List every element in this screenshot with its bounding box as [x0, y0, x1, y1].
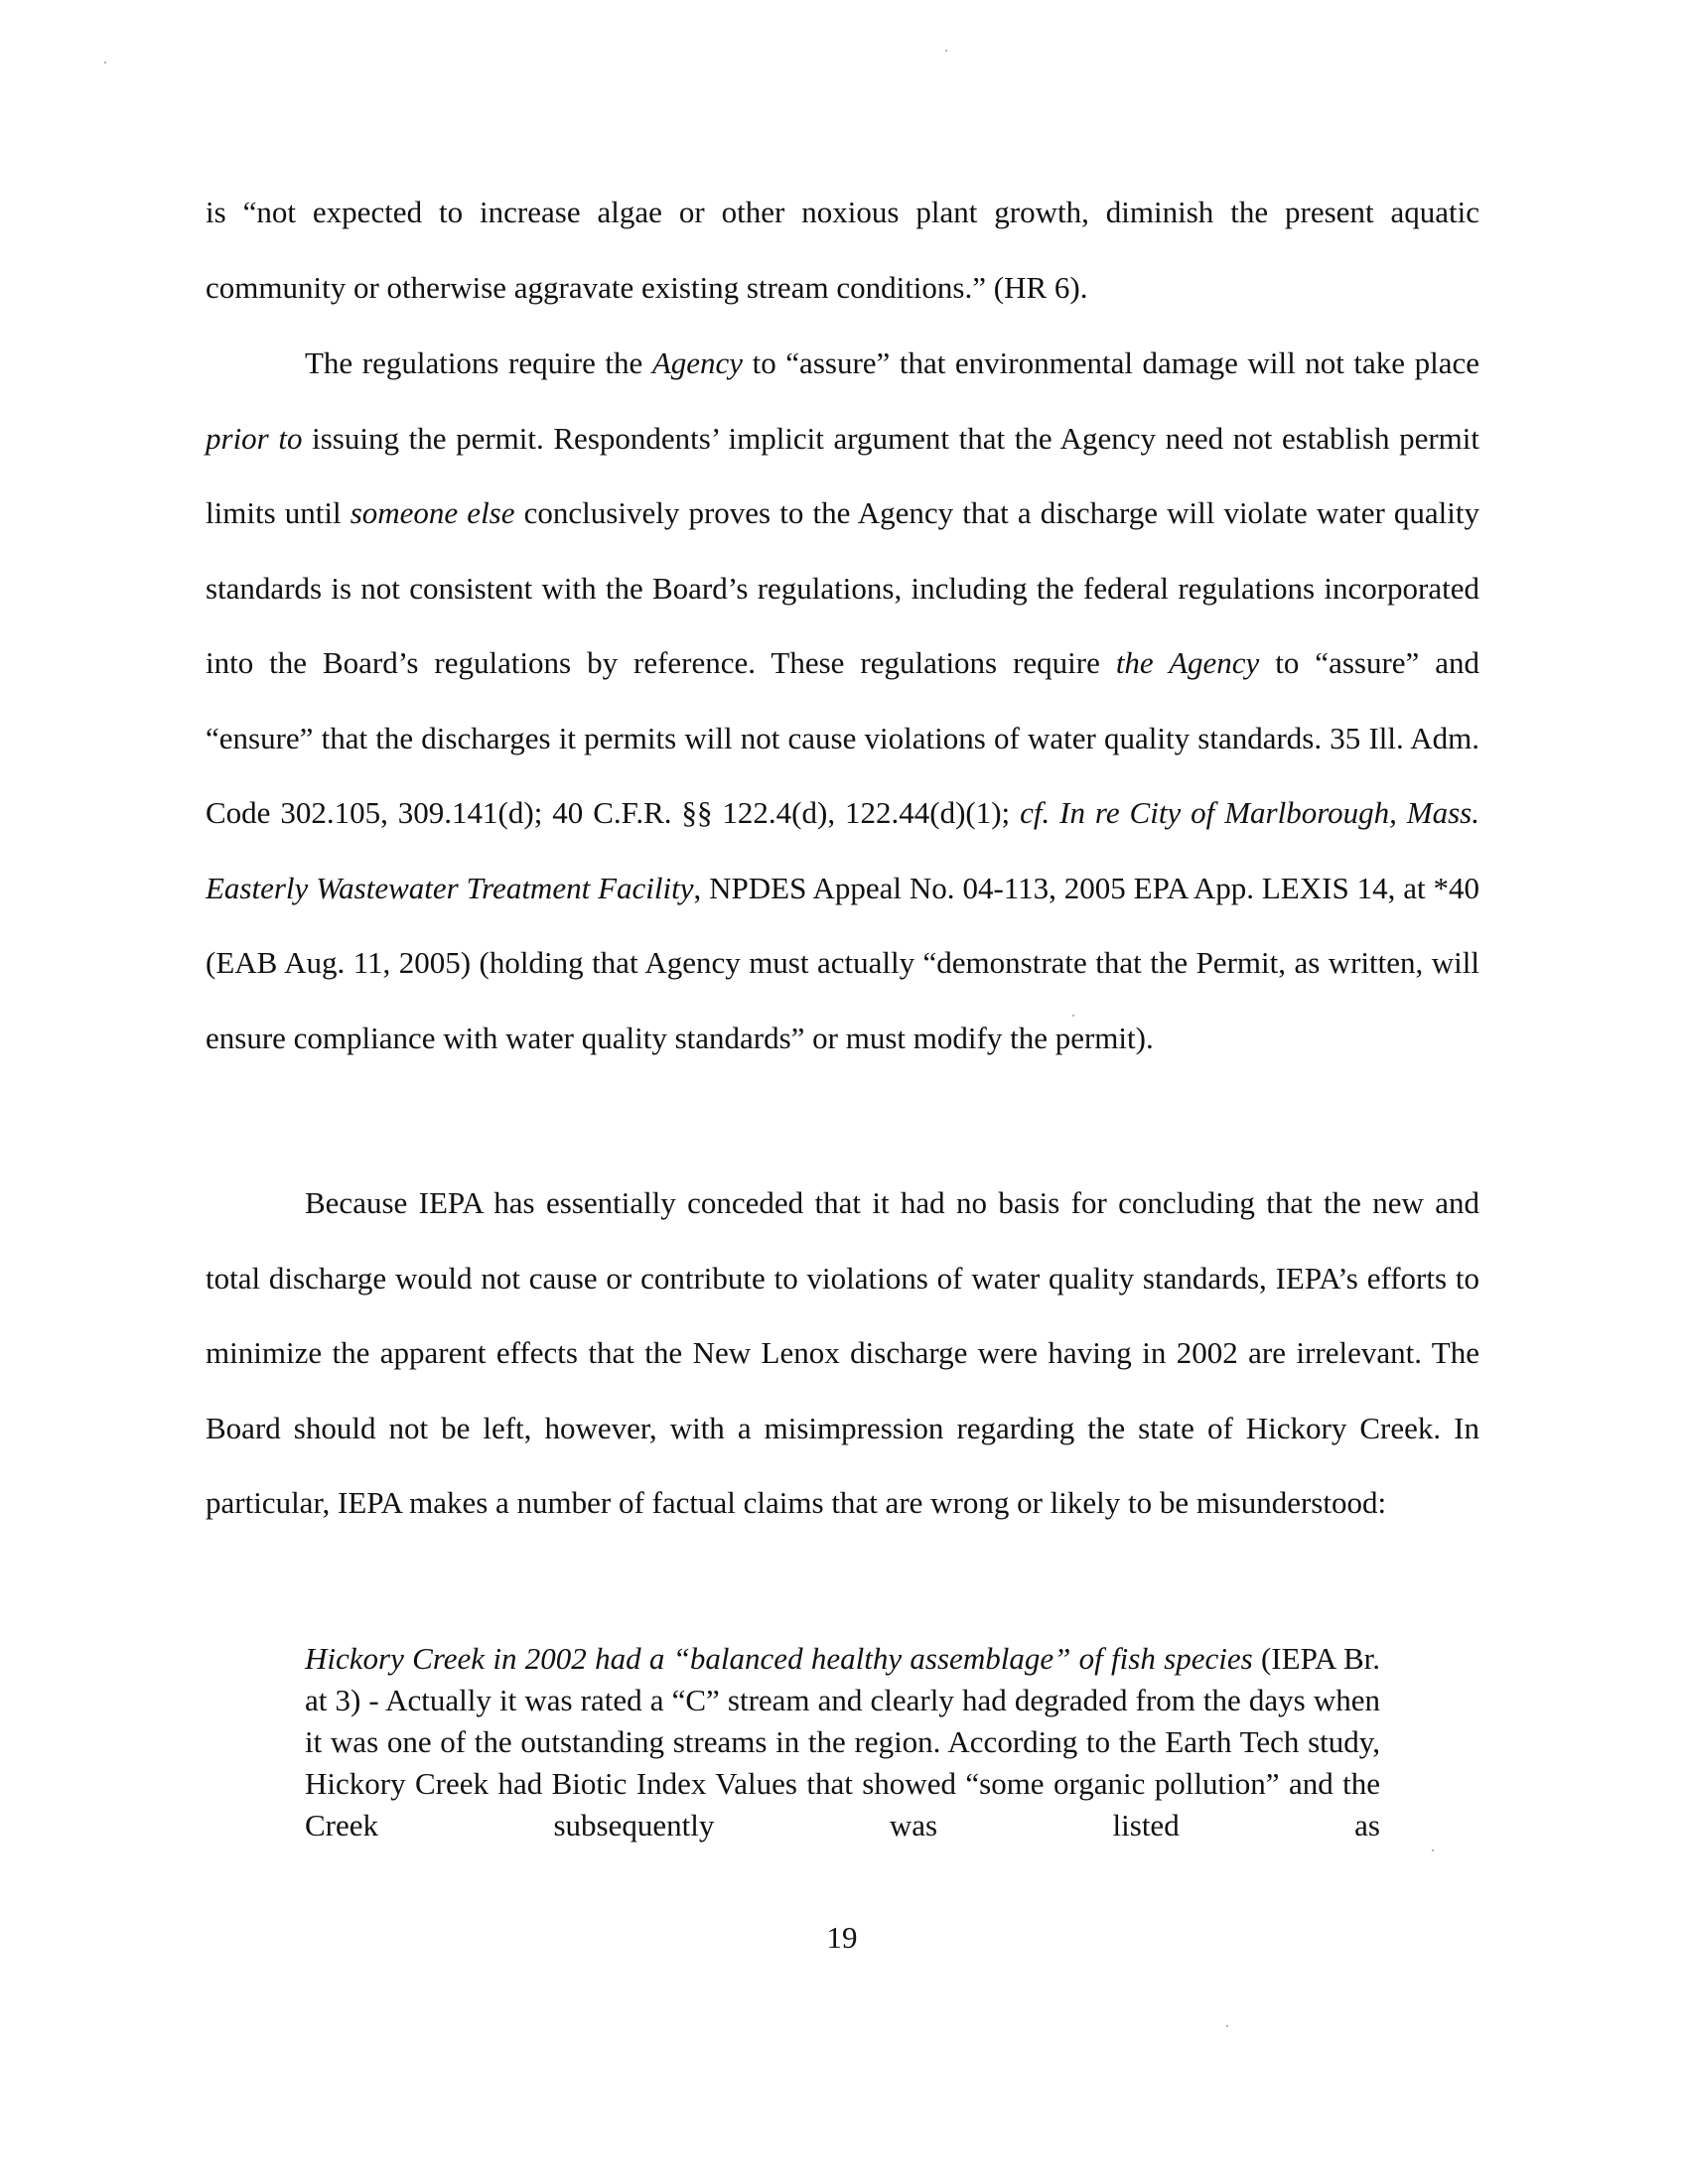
scan-speck	[104, 62, 106, 64]
scan-speck	[945, 50, 947, 52]
scan-speck	[1226, 2025, 1228, 2027]
paragraph-2-run-1: The regulations require the	[305, 345, 652, 380]
paragraph-2-run-2: Agency	[651, 345, 744, 380]
block-quote-body: (IEPA Br. at 3) - Actually it was rated a “C” stream and clearly had degraded from the days when it was one of the outstanding streams in the region. According to the Earth Tech study, Hickory Creek had Biotic Index Values that showed “some organic pollution” and the Creek subsequently was listed as	[305, 1641, 1380, 1843]
paragraph-2-run-7: conclusively proves to the Agency that a discharge will violate water quality standards is not consistent with the Board’s regulations, including the federal regulations incorporated into the Board’s regulations by reference. These regulations require	[206, 495, 1479, 680]
paragraph-2-run-11: , NPDES Appeal No. 04-113, 2005 EPA App. LEXIS 14, at *40 (EAB Aug. 11, 2005) (holding that Agency must actually “demonstrate that the Permit, as written, will ensure compliance with water quality standards” or must modify the permit).	[206, 870, 1479, 1055]
scan-speck	[1432, 1849, 1434, 1851]
paragraph-1-run-1: is “not expected to increase algae or other noxious plant growth, diminish the present aquatic community or otherwise aggravate existing stream conditions.” (HR 6).	[206, 195, 1479, 305]
paragraph-2-run-3: to “assure” that environmental damage will not take place	[743, 345, 1480, 380]
paragraph-2-run-8: the Agency	[1115, 645, 1260, 680]
body-paragraph-2	[206, 326, 1479, 1075]
block-quote-heading: Hickory Creek in 2002 had a “balanced healthy assemblage” of fish species	[305, 1641, 1253, 1676]
paragraph-3-run-1: Because IEPA has essentially conceded that it had no basis for concluding that the new and total discharge would not cause or contribute to violations of water quality standards, IEPA’s efforts to minimize the apparent effects that the New Lenox discharge were having in 2002 are irrelevant. The Board should not be left, however, with a misimpression regarding the state of Hickory Creek. In particular, IEPA makes a number of factual claims that are wrong or likely to be misunderstood:	[206, 1185, 1479, 1520]
paragraph-2-run-6: someone else	[350, 495, 515, 530]
scan-speck	[1072, 1015, 1074, 1017]
block-quote	[305, 1638, 1380, 1846]
body-paragraph-1	[206, 175, 1479, 325]
paragraph-2-run-9: to “assure” and “ensure” that the discharges it permits will not cause violations of water quality standards. 35 Ill. Adm. Code 302.105, 309.141(d); 40 C.F.R. §§ 122.4(d), 122.44(d)(1);	[206, 645, 1479, 830]
paragraph-2-run-5: issuing the permit. Respondents’ implicit argument that the Agency need not establish permit limits until	[206, 420, 1479, 530]
body-paragraph-3	[206, 1165, 1479, 1541]
case-citation: cf. In re City of Marlborough, Mass. Easterly Wastewater Treatment Facility	[206, 795, 1479, 905]
paragraph-2-run-4: prior to	[206, 420, 303, 456]
page-number: 19	[826, 1920, 858, 1955]
